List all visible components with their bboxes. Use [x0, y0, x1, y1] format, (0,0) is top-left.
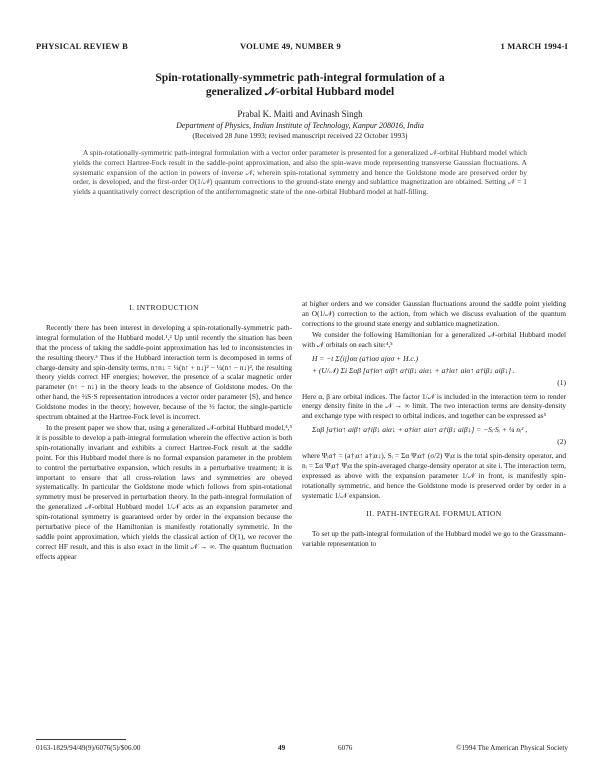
- issue-date: 1 MARCH 1994-I: [500, 41, 568, 51]
- authors: Prabal K. Maiti and Avinash Singh: [237, 109, 363, 119]
- abstract: [73, 148, 527, 197]
- abstract-text: A spin-rotationally-symmetric path-integral formulation with a vector order parameter is presented for a generalized 𝒩-orbital Hubbard model which yields the correct Hartree-Fock result in the saddle-point approximation, and also the spin-wave mode representing transverse Gaussian fluctuations. A systematic expansion of the action in powers of inverse 𝒩, wherein spin-rotational symmetry and hence the Goldstone mode are preserved order by order, is developed, and the first-order O(1/𝒩) quantum corrections to the ground-state energy and sublattice magnetization are obtained. Setting 𝒩 = 1 yields a quantitatively correct description of the antiferromagnetic state of the one-orbital Hubbard model at half-filling.: [73, 148, 527, 197]
- equation-2-line-1: Σαβ [a†iα↑ aiβ↑ a†iβ↓ aiα↓ + a†iα↑ aiα↑ a†iβ↓ aiβ↓] = −Sᵢ·Sᵢ + ¼ nᵢ² ,: [312, 425, 528, 435]
- paragraph: To set up the path-integral formulation of the Hubbard model we go to the Grassmann-variable representation to: [302, 528, 566, 548]
- title-line-2: generalized 𝒩-orbital Hubbard model: [205, 86, 395, 98]
- equation-1-line-2: + (U/𝒩) Σi Σαβ [a†iα↑ aiβ↑ a†iβ↓ aiα↓ + a†iα↑ aiα↑ a†iβ↓ aiβ↓] .: [312, 365, 515, 375]
- left-column: [36, 299, 292, 563]
- page-number: 6076: [338, 744, 353, 752]
- affiliation: Department of Physics, Indian Institute of Technology, Kanpur 208016, India: [176, 121, 424, 130]
- equation-2: [302, 424, 566, 448]
- paragraph: Recently there has been interest in developing a spin-rotationally-symmetric path-integral formulation of the Hubbard model.¹,² Up until recently the situation has been that the process of taking the saddle-point approximation has led to inconsistencies in the resulting theory.³ Thus if the Hubbard interaction term is decomposed in terms of charge-density and spin-density terms, n↑n↓ = ¼(n↑ + n↓)² − ¼(n↑ − n↓)², the resulting theory yields correct HF energies; however, the presence of a scalar magnetic order parameter (n↑ − n↓) in the theory leads to the absence of Goldstone modes. On the other hand, the ⅔S·S representation introduces a vector order parameter ⟨S⟩, and hence Goldstone modes in the theory; however, because of the ⅔ factor, the single-particle spectrum obtained at the Hartree-Fock level is incorrect.: [36, 322, 292, 422]
- equation-1: [302, 353, 566, 389]
- right-column: [302, 299, 566, 550]
- received-dates: (Received 28 June 1993; revised manuscript received 22 October 1993): [192, 131, 408, 140]
- page-footer: [36, 744, 568, 755]
- running-header: [36, 41, 568, 53]
- paper-title: [80, 71, 520, 99]
- journal-name: PHYSICAL REVIEW B: [36, 41, 129, 51]
- equation-number: (2): [557, 437, 566, 447]
- section-heading-path-integral: II. PATH-INTEGRAL FORMULATION: [366, 508, 502, 518]
- equation-number: (1): [557, 377, 566, 387]
- equation-1-line-1: H = −t Σ⟨ij⟩σα (a†iασ ajασ + H.c.): [312, 353, 419, 363]
- paragraph: In the present paper we show that, using a generalized 𝒩-orbital Hubbard model,⁴,⁵ it is possible to develop a path-integral formulation wherein the effective action is both spin-rotationally invariant and exhibits a correct Hartree-Fock result at the saddle point. For this Hubbard model there is no formal expansion parameter in the problem to control the perturbative expansion, which results in a perturbative treatment; it is important to ensure that all cross-relation laws and symmetries are obeyed systematically. In particular the Goldstone mode which follows from spin-rotational symmetry must be preserved in perturbation theory. In the path-integral formulation of the generalized 𝒩-orbital Hubbard model 1/𝒩 acts as an expansion parameter and spin-rotational symmetry is guaranteed order by order in the expansion because the perturbative piece of the Hamiltonian is manifestly rotationally symmetric. In the saddle point approximation, which yields the classical action of O(1), we recover the correct HF result, and this is also exact in the limit 𝒩 → ∞. The quantum fluctuation effects appear: [36, 422, 292, 561]
- footer-volume: 49: [278, 744, 286, 752]
- footnote-rule: [36, 739, 126, 740]
- title-line-1: Spin-rotationally-symmetric path-integral formulation of a: [155, 72, 445, 84]
- paragraph: at higher orders and we consider Gaussian fluctuations around the saddle point yielding an O(1/𝒩) correction to the action, from which we discuss evaluation of the quantum corrections to the ground state energy and sublattice magnetization.: [302, 299, 566, 328]
- paragraph: We consider the following Hamiltonian for a generalized 𝒩-orbital Hubbard model with 𝒩 orbitals on each site:⁴,⁵: [302, 329, 566, 349]
- volume-number: VOLUME 49, NUMBER 9: [240, 41, 341, 51]
- section-heading-introduction: I. INTRODUCTION: [129, 303, 199, 312]
- copyright: ©1994 The American Physical Society: [456, 744, 568, 752]
- article-code: 0163-1829/94/49(9)/6076(5)/$06.00: [36, 744, 141, 752]
- paragraph: where Ψᵢα† = (a†ᵢα↑ a†ᵢα↓), Sᵢ = Σα Ψᵢα† (σ/2) Ψᵢα is the total spin-density operator, and nᵢ = Σα Ψᵢα† Ψᵢα the spin-averaged charge-density operator at site i. The interaction term, expressed as above with the expansion parameter 1/𝒩 in front, is manifestly spin-rotationally symmetric, and hence the Goldstone mode is preserved order by order in a systematic 1/𝒩 expansion.: [302, 451, 566, 500]
- paragraph: Here α, β are orbital indices. The factor 1/𝒩 is included in the interaction term to render energy density finite in the 𝒩 → ∞ limit. The two interaction terms are density-density and exchange type with respect to orbital indices, and together can be expressed as⁵: [302, 391, 566, 421]
